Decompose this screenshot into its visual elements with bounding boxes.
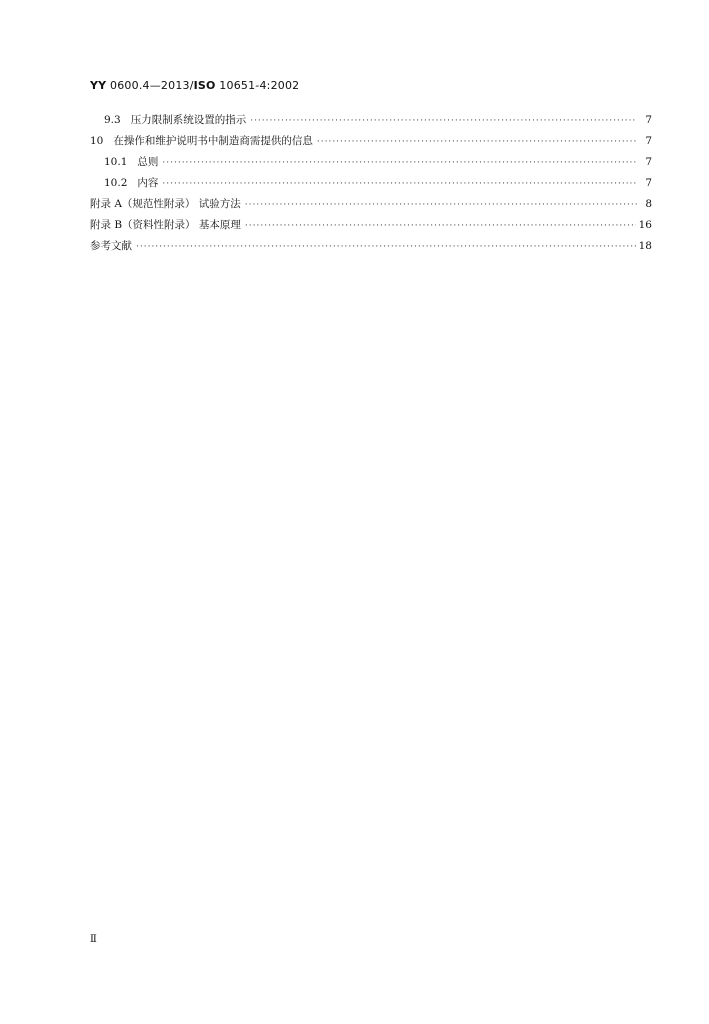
iso-number: 10651-4:2002 xyxy=(215,79,300,92)
toc-dot-leader xyxy=(136,242,636,252)
toc-entry[interactable] xyxy=(90,133,652,154)
toc-dot-leader xyxy=(245,200,637,210)
toc-entry[interactable] xyxy=(90,238,652,259)
toc-dot-leader xyxy=(162,179,637,189)
toc-dot-leader xyxy=(250,116,637,126)
toc-entry-page: 16 xyxy=(638,219,652,231)
toc-entry-number: 10 xyxy=(90,135,104,147)
toc-entry-page: 7 xyxy=(645,177,652,189)
toc-entry-title: 压力限制系统设置的指示 xyxy=(130,114,247,126)
toc-entry-page: 8 xyxy=(645,198,652,210)
toc-entry-title: 在操作和维护说明书中制造商需提供的信息 xyxy=(113,135,313,147)
iso-prefix: ISO xyxy=(193,79,216,92)
toc-entry-page: 7 xyxy=(645,156,652,168)
toc-entry-title: 内容 xyxy=(137,177,159,189)
toc-entry-title: 附录 A（规范性附录） 试验方法 xyxy=(90,198,241,210)
toc-dot-leader xyxy=(162,158,637,168)
table-of-contents xyxy=(90,112,652,259)
toc-entry[interactable] xyxy=(90,217,652,238)
toc-entry-page: 18 xyxy=(638,240,652,252)
toc-entry-title: 附录 B（资料性附录） 基本原理 xyxy=(90,219,241,231)
toc-entry-page: 7 xyxy=(645,114,652,126)
toc-entry[interactable] xyxy=(90,175,652,196)
standard-code-number: 0600.4—2013/ xyxy=(106,79,194,92)
toc-entry-title: 参考文献 xyxy=(90,240,132,252)
page-number: Ⅱ xyxy=(90,934,97,945)
toc-entry[interactable] xyxy=(90,112,652,133)
standard-code-header xyxy=(90,79,299,92)
toc-entry[interactable] xyxy=(90,154,652,175)
toc-entry-page: 7 xyxy=(645,135,652,147)
toc-entry-number: 10.1 xyxy=(104,156,128,168)
toc-entry[interactable] xyxy=(90,196,652,217)
toc-entry-number: 9.3 xyxy=(104,114,121,126)
toc-entry-number: 10.2 xyxy=(104,177,128,189)
toc-dot-leader xyxy=(317,137,637,147)
toc-entry-title: 总则 xyxy=(137,156,159,168)
toc-dot-leader xyxy=(245,221,636,231)
standard-code-prefix: YY xyxy=(90,79,107,92)
